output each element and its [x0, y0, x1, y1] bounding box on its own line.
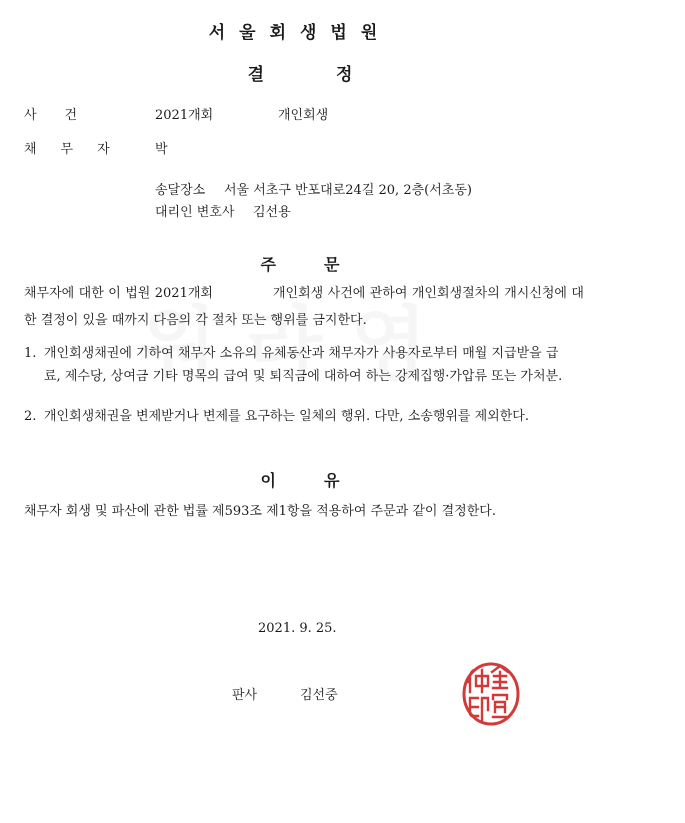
decision-date: 2021. 9. 25.: [258, 621, 337, 636]
order-intro-part1: 채무자에 대한 이 법원 2021개회: [24, 286, 213, 301]
court-name: 서울회생법원: [208, 23, 392, 43]
agent-label: 대리인 변호사: [155, 205, 235, 220]
order-item: [24, 405, 564, 428]
document-type: 결정: [247, 65, 425, 85]
reason-text: 채무자 회생 및 파산에 관한 법률 제593조 제1항을 적용하여 주문과 같이 결정한다.: [24, 504, 496, 519]
order-item-number: 2.: [24, 409, 37, 424]
case-name: 개인회생: [278, 108, 329, 123]
address-label: 송달장소: [155, 183, 206, 198]
debtor-name: 박: [155, 142, 168, 157]
debtor-label: 채무자: [24, 142, 134, 157]
judge-name: 김선중: [300, 688, 338, 703]
order-item: [24, 342, 564, 388]
case-number: 2021개회: [155, 108, 214, 123]
order-item-text: 개인회생채권을 변제받거나 변제를 요구하는 일체의 행위. 다만, 소송행위를 제외한다.: [44, 409, 529, 424]
judge-label: 판사: [232, 688, 258, 703]
order-intro-part2: 개인회생 사건에 관하여 개인회생절차의 개시신청에 대한 결정이 있을 때까지 다음의 각 절차 또는 행위를 금지한다.: [24, 286, 584, 328]
reason-heading: 이유: [260, 471, 388, 490]
order-item-text: 개인회생채권에 기하여 채무자 소유의 유체동산과 채무자가 사용자로부터 매월 지급받을 급료, 제수당, 상여금 기타 명목의 급여 및 퇴직금에 대하여 하는 강제집행·가압류 또는 가처분.: [44, 346, 563, 384]
order-heading: 주문: [260, 255, 388, 274]
order-item-number: 1.: [24, 346, 37, 361]
order-intro: [24, 280, 584, 334]
case-label: 사건: [24, 108, 106, 123]
agent-name: 김선용: [253, 205, 291, 220]
judge-seal: [462, 662, 520, 726]
service-address: 서울 서초구 반포대로24길 20, 2층(서초동): [224, 183, 472, 198]
